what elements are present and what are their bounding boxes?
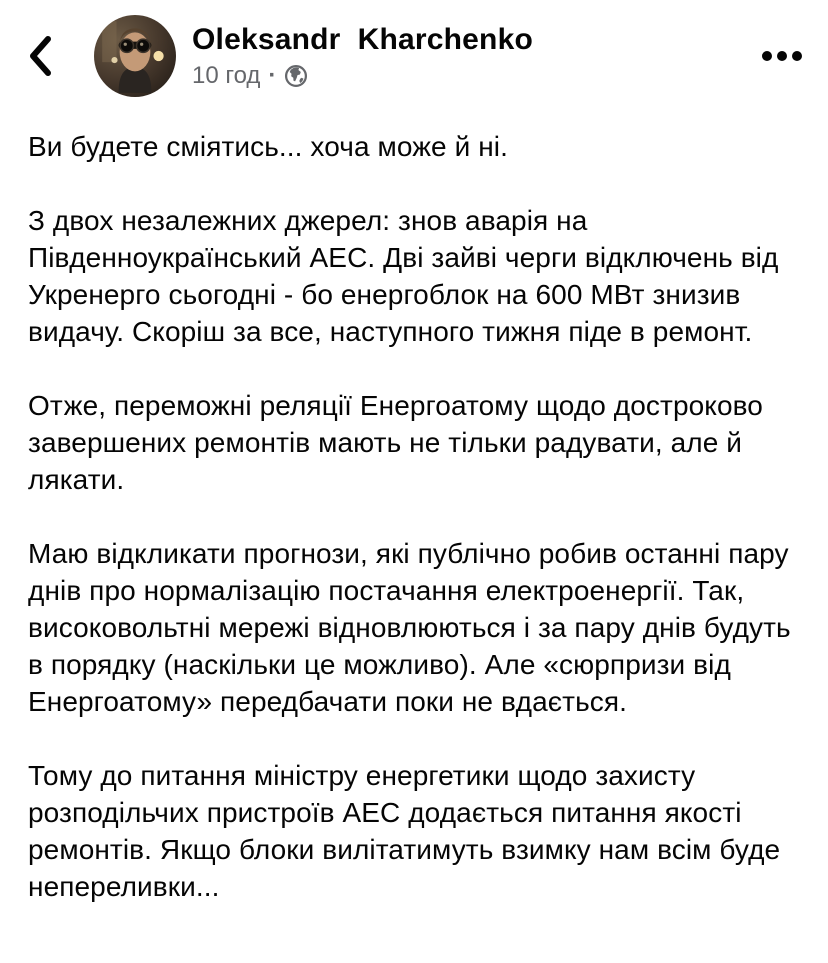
post-meta: [192, 62, 762, 90]
timestamp: 10 год: [192, 62, 261, 89]
chevron-left-icon: [27, 34, 53, 78]
post-header: [0, 0, 828, 102]
post-paragraph: Ви будете сміятись... хоча може й ні.: [28, 131, 508, 162]
post-paragraph: З двох незалежних джерел: знов аварія на Південноукраїнський АЕС. Дві зайві черги відключень від Укренерго сьогодні - бо енергоблок на 600 МВт знизив видачу. Скоріш за все, наступного тижня піде в ремонт.: [28, 205, 779, 347]
post-paragraph: Тому до питання міністру енергетики щодо захисту розподільчих пристроїв АЕС додається питання якості ремонтів. Якщо блоки вилітатимуть взимку нам всім буде непереливки...: [28, 760, 781, 902]
meta-separator: ·: [268, 62, 277, 89]
ellipsis-icon: [762, 51, 772, 61]
author-block: [192, 22, 762, 90]
post-paragraph: Отже, переможні реляції Енергоатому щодо достроково завершених ремонтів мають не тільки радувати, але й лякати.: [28, 390, 763, 495]
avatar[interactable]: [94, 15, 176, 97]
author-name[interactable]: Oleksandr Kharchenko: [192, 23, 533, 56]
post-text: [0, 102, 828, 905]
back-button[interactable]: [18, 24, 62, 88]
post-paragraph: Маю відкликати прогнози, які публічно робив останні пару днів про нормалізацію постачання електроенергії. Так, високовольтні мережі відновлюються і за пару днів будуть в порядку (наскільки це можливо). Але «сюрпризи від Енергоатому» передбачати поки не вдається.: [28, 538, 791, 717]
avatar-photo-placeholder: [94, 15, 176, 97]
globe-icon: [284, 64, 308, 88]
more-options-button[interactable]: [762, 36, 802, 76]
